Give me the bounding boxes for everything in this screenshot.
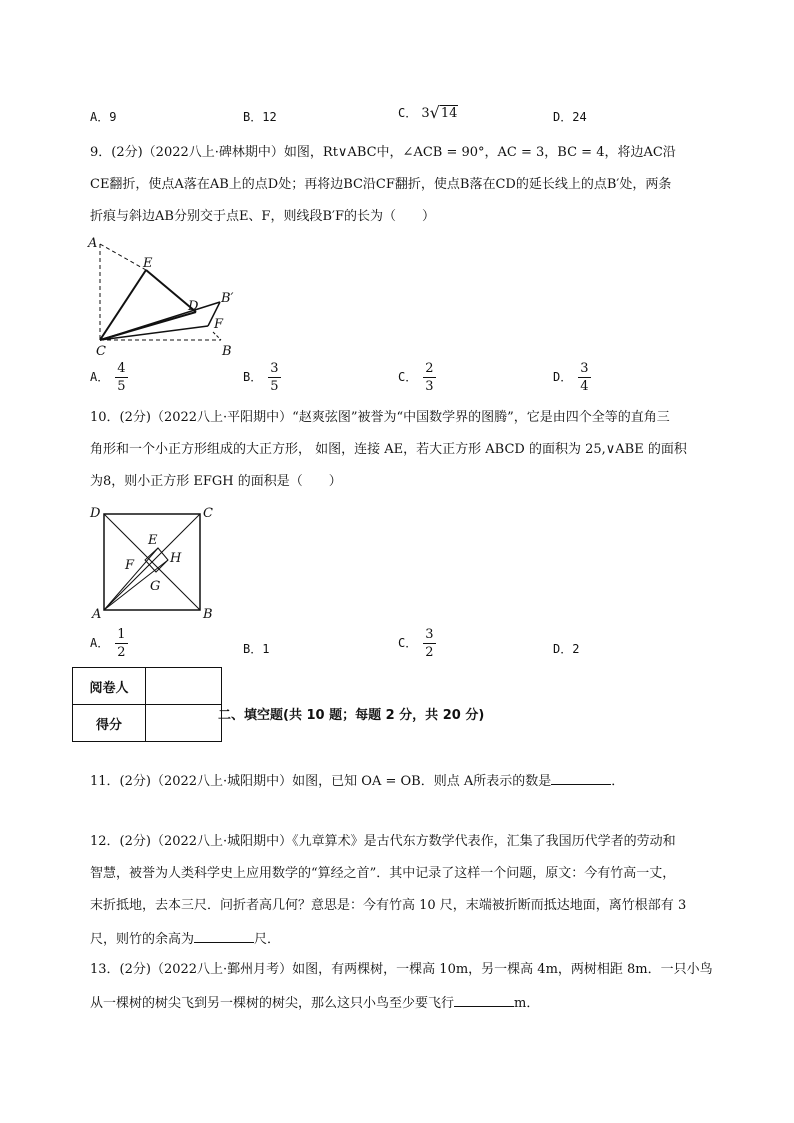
q11-answer-blank [551, 770, 611, 785]
q10-option-c-label: C． [398, 636, 418, 650]
q9-label-f: F [214, 317, 224, 332]
q11-end: ． [611, 774, 625, 789]
q8-option-c-coef: 3 [421, 106, 430, 121]
q9-option-a-num: 4 [117, 361, 126, 376]
score-cell [146, 705, 222, 742]
q9-label-e: E [143, 256, 153, 271]
q8-option-d: D．24 [553, 110, 587, 124]
q10-text-line3: 为8，则小正方形 EFGH 的面积是（ ） [90, 474, 342, 489]
score-table [72, 667, 222, 742]
q9-option-b-den: 5 [270, 379, 279, 394]
q9-option-c-num: 2 [425, 361, 434, 376]
q10-option-b: B．1 [243, 642, 270, 656]
q9-option-d-num: 3 [580, 361, 589, 376]
q10-option-c-num: 3 [425, 627, 434, 642]
q10-option-a-label: A． [90, 636, 110, 650]
q9-option-a-label: A． [90, 370, 110, 384]
q9-text-line3: 折痕与斜边AB分别交于点E、F，则线段B′F的长为（ ） [90, 209, 435, 224]
q10-option-a-den: 2 [117, 645, 126, 660]
q13-text-line1: 13．(2分)（2022八上·鄞州月考）如图，有两棵树，一棵高 10m，另一棵高 4m，两树相距 8m．一只小鸟 [90, 962, 713, 977]
q12-text-line4-end: 尺． [254, 932, 281, 947]
q9-option-a-fraction [115, 362, 127, 393]
section-2-title: 二、填空题(共 10 题；每题 2 分，共 20 分) [218, 708, 485, 723]
q8-option-c [398, 104, 458, 121]
q10-text-line2: 角形和一个小正方形组成的大正方形， 如图，连接 AE，若大正方形 ABCD 的面积为 25,∨ABE 的面积 [90, 442, 687, 457]
q10-label-f: F [125, 558, 135, 573]
q9-option-c [398, 362, 436, 393]
q9-dashed-ae [100, 244, 146, 270]
q10-label-h: H [170, 551, 182, 566]
q13-text-line2-end: m． [514, 996, 540, 1011]
q10-label-a: A [92, 607, 102, 622]
q13-text-line2: 从一棵树的树尖飞到另一棵树的树尖，那么这只小鸟至少要飞行 [90, 996, 455, 1011]
q12-line4 [90, 928, 730, 950]
q9-option-a-den: 5 [117, 379, 126, 394]
q10-option-a [90, 628, 128, 659]
q8-option-c-radicand: 14 [440, 106, 458, 121]
q9-option-d [553, 362, 591, 393]
q9-option-b-fraction [268, 362, 280, 393]
q10-option-c-den: 2 [425, 645, 434, 660]
q8-option-c-sqrt [421, 105, 458, 121]
q9-option-c-den: 3 [425, 379, 434, 394]
reviewer-label: 阅卷人 [73, 668, 146, 705]
q12-text-line4: 尺，则竹的余高为 [90, 932, 195, 947]
q10-option-c [398, 628, 436, 659]
q9-dashed-fb [213, 332, 221, 340]
q10-option-c-fraction [423, 628, 435, 659]
q9-option-b [243, 362, 281, 393]
q10-option-a-num: 1 [117, 627, 126, 642]
q9-option-b-num: 3 [270, 361, 279, 376]
score-label: 得分 [73, 705, 146, 742]
score-table-row-reviewer [73, 668, 222, 705]
q12-text-line1: 12．(2分)（2022八上·城阳期中）《九章算术》是古代东方数学代表作，汇集了我国历代学者的劳动和 [90, 834, 676, 849]
q10-label-g: G [150, 579, 161, 594]
q9-option-d-den: 4 [580, 379, 589, 394]
q9-label-d: D [188, 299, 199, 314]
q9-text-line1: 9．(2分)（2022八上·碑林期中）如图，Rt∨ABC中，∠ACB = 90°，AC = 3，BC = 4，将边AC沿 [90, 145, 676, 160]
q10-option-a-fraction [115, 628, 127, 659]
q9-segment-cf [100, 326, 208, 340]
q13-line2 [90, 992, 730, 1014]
q9-label-a: A [88, 236, 98, 251]
q11-line [90, 770, 730, 792]
q12-text-line2: 智慧，被誉为人类科学史上应用数学的“算经之首”．其中记录了这样一个问题，原文：今有竹高一丈， [90, 866, 676, 881]
q12-answer-blank [194, 928, 254, 943]
q9-segment-cbprime [100, 302, 220, 340]
q10-label-e: E [148, 533, 158, 548]
q10-figure [86, 500, 226, 624]
q9-option-c-fraction [423, 362, 435, 393]
q9-label-bprime: B′ [221, 291, 234, 306]
reviewer-cell [146, 668, 222, 705]
q9-option-a [90, 362, 128, 393]
q10-label-d: D [90, 506, 101, 521]
q9-text-line2: CE翻折，使点A落在AB上的点D处；再将边BC沿CF翻折，使点B落在CD的延长线上的点B′处，两条 [90, 177, 672, 192]
q9-option-d-label: D． [553, 370, 573, 384]
q10-option-d: D．2 [553, 642, 580, 656]
q9-label-b: B [222, 344, 232, 359]
q8-option-b: B．12 [243, 110, 277, 124]
score-table-row-score [73, 705, 222, 742]
radical-sign-icon: √ [429, 103, 440, 122]
q10-label-b: B [203, 607, 213, 622]
q10-label-c: C [203, 506, 213, 521]
q11-text: 11．(2分)（2022八上·城阳期中）如图，已知 OA = OB．则点 A所表示的数是 [90, 774, 552, 789]
q9-label-c: C [96, 344, 106, 359]
q8-option-c-label: C． [398, 106, 418, 120]
q8-option-a: A．9 [90, 110, 117, 124]
q9-option-b-label: B． [243, 370, 263, 384]
q12-text-line3: 末折抵地，去本三尺．问折者高几何？意思是：今有竹高 10 尺，末端被折断而抵达地面，离竹根部有 3 [90, 898, 687, 913]
q9-option-c-label: C． [398, 370, 418, 384]
q9-figure [86, 232, 246, 360]
q9-option-d-fraction [578, 362, 590, 393]
q10-text-line1: 10．(2分)（2022八上·平阳期中）“赵爽弦图”被誉为“中国数学界的图腾”，它是由四个全等的直角三 [90, 410, 670, 425]
q13-answer-blank [454, 992, 514, 1007]
